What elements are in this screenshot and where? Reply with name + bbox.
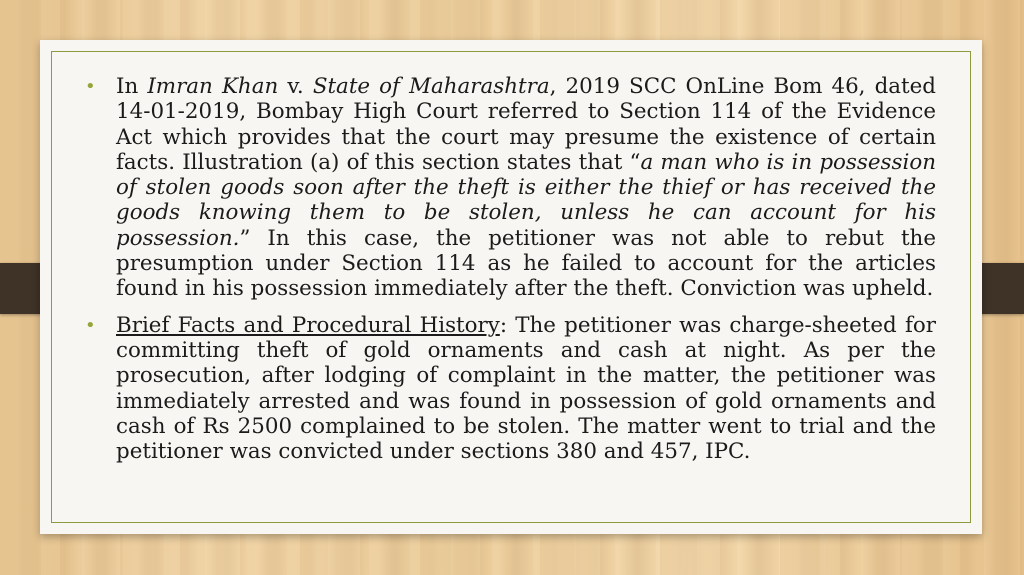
illustration-quote: a man who is in possession of stolen goods soon after the theft is either the thief or has received the goods knowing them to be stolen, unless he can account for his possession. [116, 149, 936, 251]
facts-heading: Brief Facts and Procedural History [116, 312, 500, 338]
bullet-item-facts [85, 312, 936, 465]
case-versus: v. [278, 74, 313, 99]
case-party-2: State of Maharashtra [312, 74, 550, 99]
bullet-item-case [85, 74, 936, 302]
case-text-intro: In [116, 74, 148, 99]
slide-card [40, 40, 982, 534]
bullet-list [85, 74, 936, 475]
bullet-marker: • [85, 76, 96, 97]
facts-text: : The petitioner was charge-sheeted for committing theft of gold ornaments and cash at night. As per the prosecution, after lodging of complaint in the matter, the petitioner was immediately arrested and was found in possession of gold ornaments and cash of Rs 2500 complained to be stolen. The matter went to trial and the petitioner was convicted under sections 380 and 457, IPC. [116, 312, 936, 465]
case-party-1: Imran Khan [147, 74, 279, 99]
case-text-conclusion: ” In this case, the petitioner was not able to rebut the presumption under Section 114 as he failed to account for the articles found in his possession immediately after the theft. Conviction was upheld. [116, 225, 936, 302]
case-text-body: , 2019 SCC OnLine Bom 46, dated 14-01-2019, Bombay High Court referred to Section 114 of the Evidence Act which provides that the court may presume the existence of certain facts. Illustration (a) of this section states that “ [116, 74, 936, 175]
bullet-marker: • [85, 314, 96, 336]
